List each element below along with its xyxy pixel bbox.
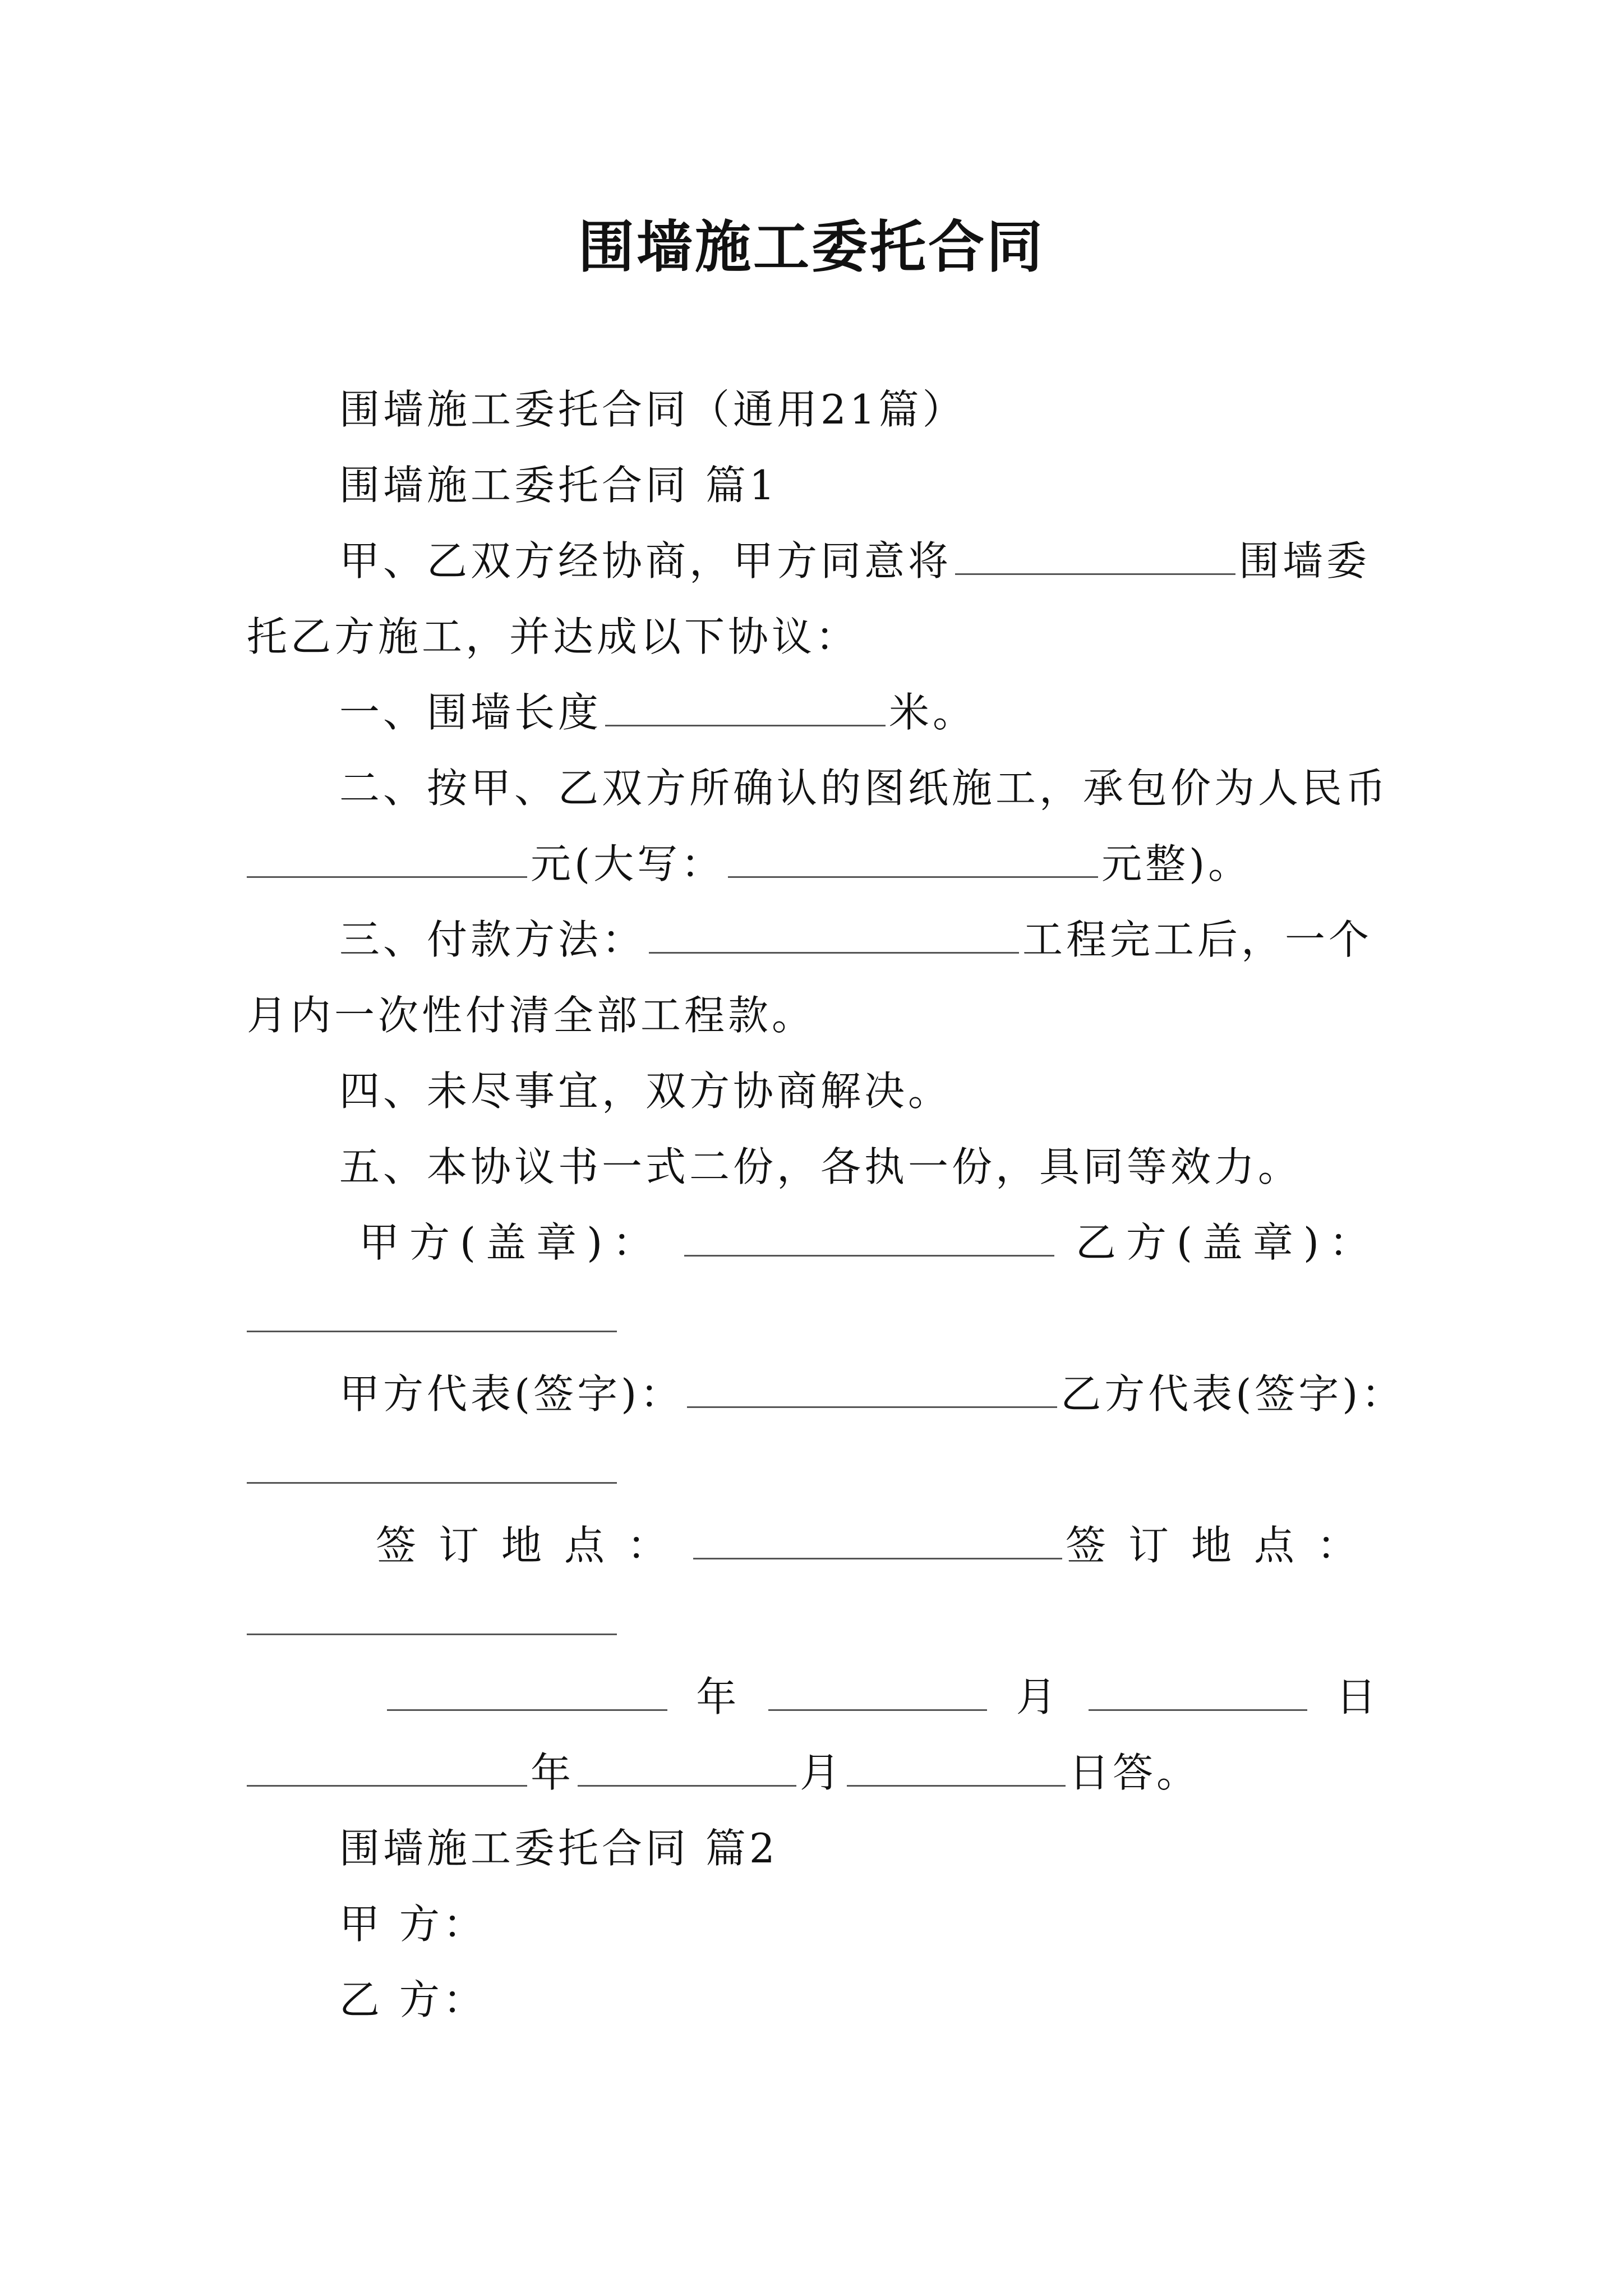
item4-line: 四、未尽事宜，双方协商解决。 [339, 1068, 952, 1115]
sign-place-a-label: 签订地点： [376, 1522, 690, 1569]
day-label-a: 日 [1335, 1673, 1380, 1720]
year-label-a: 年 [696, 1673, 740, 1720]
blank-sign-place-a[interactable] [693, 1521, 1062, 1559]
rep-line-2 [247, 1442, 1385, 1498]
intro-line-1 [339, 533, 1478, 589]
sign-place-line-2 [247, 1593, 1385, 1649]
month-label-a: 月 [1016, 1673, 1060, 1720]
blank-year-a[interactable] [387, 1672, 667, 1711]
item2-line-1: 二、按甲、乙双方所确认的图纸施工，承包价为人民币 [339, 765, 1390, 812]
item3-text-b: 工程完工后，一个 [1022, 916, 1373, 963]
item5-line: 五、本协议书一式二份，各执一份，具同等效力。 [339, 1143, 1302, 1190]
day-sign-label: 日答。 [1069, 1749, 1201, 1796]
blank-month-b[interactable] [578, 1748, 796, 1787]
date-line-1 [387, 1669, 1380, 1725]
rep-line [339, 1366, 1405, 1422]
blank-day-b[interactable] [847, 1748, 1066, 1787]
section2-party-b: 乙 方： [339, 1976, 487, 2023]
item2-text-b: 元(大写： [531, 840, 725, 887]
year-label-b: 年 [531, 1749, 575, 1796]
party-b-rep-label: 乙方代表(签字)： [1061, 1370, 1405, 1418]
blank-payment-method[interactable] [649, 915, 1019, 954]
blank-wall-location[interactable] [955, 536, 1235, 575]
seal-line [359, 1214, 1380, 1271]
seal-line-2 [247, 1290, 1385, 1346]
blank-day-a[interactable] [1089, 1672, 1307, 1711]
item3-text-a: 三、付款方法： [339, 916, 646, 963]
item3-line-2: 月内一次性付清全部工程款。 [247, 992, 816, 1039]
blank-sign-place-b[interactable] [247, 1596, 617, 1635]
item2-line-2 [247, 836, 1385, 892]
section2-party-a: 甲 方： [339, 1901, 487, 1948]
item3-line-1 [339, 912, 1478, 968]
section1-heading: 围墙施工委托合同 篇1 [339, 462, 778, 509]
blank-price-amount[interactable] [247, 839, 527, 878]
blank-year-b[interactable] [247, 1748, 527, 1787]
document-title: 围墙施工委托合同 [578, 214, 1045, 280]
blank-price-words[interactable] [728, 839, 1098, 878]
sign-place-line [376, 1517, 1380, 1573]
blank-party-a-rep[interactable] [687, 1369, 1057, 1408]
party-a-seal-label: 甲方(盖章)： [359, 1219, 663, 1266]
item1-text-b: 米。 [889, 689, 977, 736]
blank-party-b-rep[interactable] [247, 1445, 617, 1484]
intro-line-2: 托乙方施工，并达成以下协议： [247, 613, 860, 660]
blank-party-a-seal[interactable] [684, 1218, 1054, 1257]
date-line-2 [247, 1745, 1385, 1801]
item1-line [339, 684, 1478, 740]
document-subtitle: 围墙施工委托合同（通用21篇） [339, 386, 966, 433]
item1-text-a: 一、围墙长度 [339, 689, 602, 736]
section2-heading: 围墙施工委托合同 篇2 [339, 1825, 778, 1872]
item2-text-c: 元整)。 [1101, 840, 1252, 887]
intro-text-a: 甲、乙双方经协商，甲方同意将 [339, 537, 952, 585]
blank-party-b-seal[interactable] [247, 1294, 617, 1332]
party-a-rep-label: 甲方代表(签字)： [339, 1370, 684, 1418]
sign-place-b-label: 签订地点： [1065, 1522, 1380, 1569]
party-b-seal-label: 乙方(盖章)： [1075, 1219, 1380, 1266]
blank-wall-length[interactable] [605, 688, 886, 726]
month-label-b: 月 [800, 1749, 844, 1796]
intro-text-b: 围墙委 [1239, 537, 1371, 585]
blank-month-a[interactable] [768, 1672, 987, 1711]
